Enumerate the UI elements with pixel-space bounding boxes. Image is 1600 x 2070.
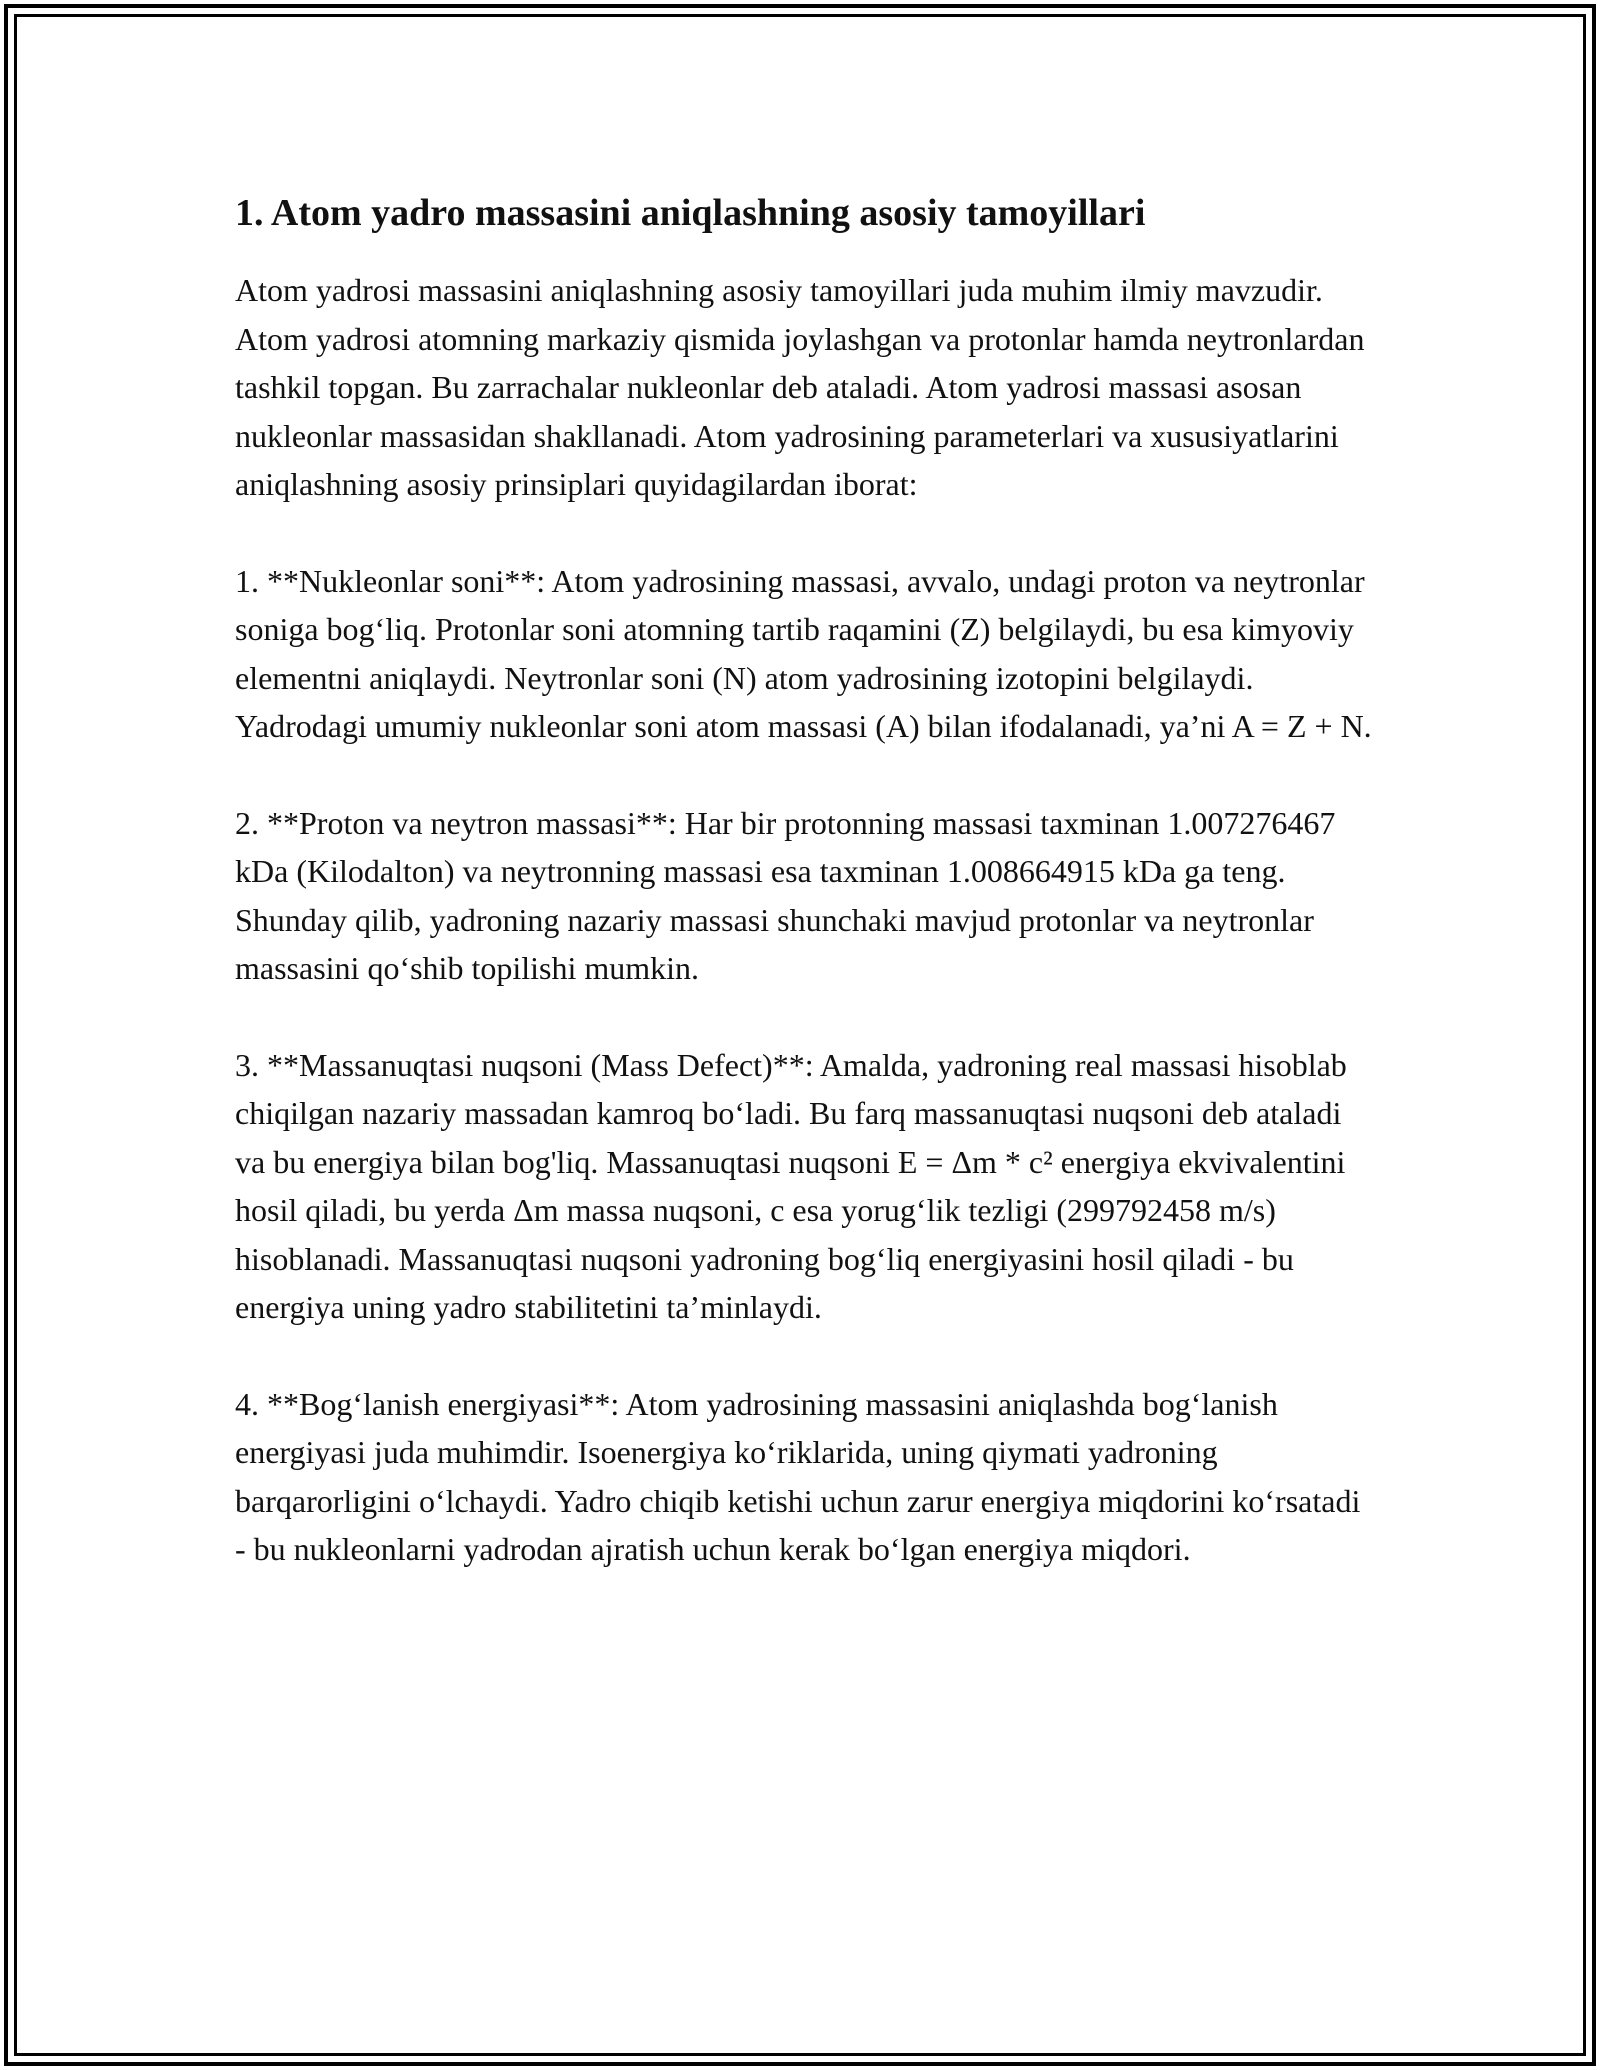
- document-body: [235, 188, 1375, 1622]
- paragraph-mass-defect: 3. **Massanuqtasi nuqsoni (Mass Defect)**: Amalda, yadroning real massasi hisoblab chiqilgan nazariy massadan kamroq bo‘ladi. Bu farq massanuqtasi nuqsoni deb ataladi va bu energiya bilan bog'liq. Massanuqtasi nuqsoni E = Δm * c² energiya ekvivalentini hosil qiladi, bu yerda Δm massa nuqsoni, c esa yorug‘lik tezligi (299792458 m/s) hisoblanadi. Massanuqtasi nuqsoni yadroning bog‘liq energiyasini hosil qiladi - bu energiya uning yadro stabilitetini ta’minlaydi.: [235, 1046, 1347, 1325]
- paragraph-proton-neutron-mass: 2. **Proton va neytron massasi**: Har bir protonning massasi taxminan 1.007276467 kDa (Kilodalton) va neytronning massasi esa taxminan 1.008664915 kDa ga teng. Shunday qilib, yadroning nazariy massasi shunchaki mavjud protonlar va neytronlar massasini qo‘shib topilishi mumkin.: [235, 804, 1336, 986]
- paragraph-nucleon-count: 1. **Nukleonlar soni**: Atom yadrosining massasi, avvalo, undagi proton va neytronlar soniga bog‘liq. Protonlar soni atomning tartib raqamini (Z) belgilaydi, bu esa kimyoviy elementni aniqlaydi. Neytronlar soni (N) atom yadrosining izotopini belgilaydi. Yadrodagi umumiy nukleonlar soni atom massasi (A) bilan ifodalanadi, ya’ni A = Z + N.: [235, 562, 1372, 744]
- section-title: 1. Atom yadro massasini aniqlashning asosiy tamoyillari: [235, 192, 1146, 234]
- paragraph-binding-energy: 4. **Bog‘lanish energiyasi**: Atom yadrosining massasini aniqlashda bog‘lanish energiyasi juda muhimdir. Isoenergiya ko‘riklarida, uning qiymati yadroning barqarorligini o‘lchaydi. Yadro chiqib ketishi uchun zarur energiya miqdorini ko‘rsatadi - bu nukleonlarni yadrodan ajratish uchun kerak bo‘lgan energiya miqdori.: [235, 1385, 1361, 1567]
- intro-paragraph: Atom yadrosi massasini aniqlashning asosiy tamoyillari juda muhim ilmiy mavzudir. Atom yadrosi atomning markaziy qismida joylashgan va protonlar hamda neytronlardan tashkil topgan. Bu zarrachalar nukleonlar deb ataladi. Atom yadrosi massasi asosan nukleonlar massasidan shakllanadi. Atom yadrosining parameterlari va xususiyatlarini aniqlashning asosiy prinsiplari quyidagilardan iborat:: [235, 272, 1365, 502]
